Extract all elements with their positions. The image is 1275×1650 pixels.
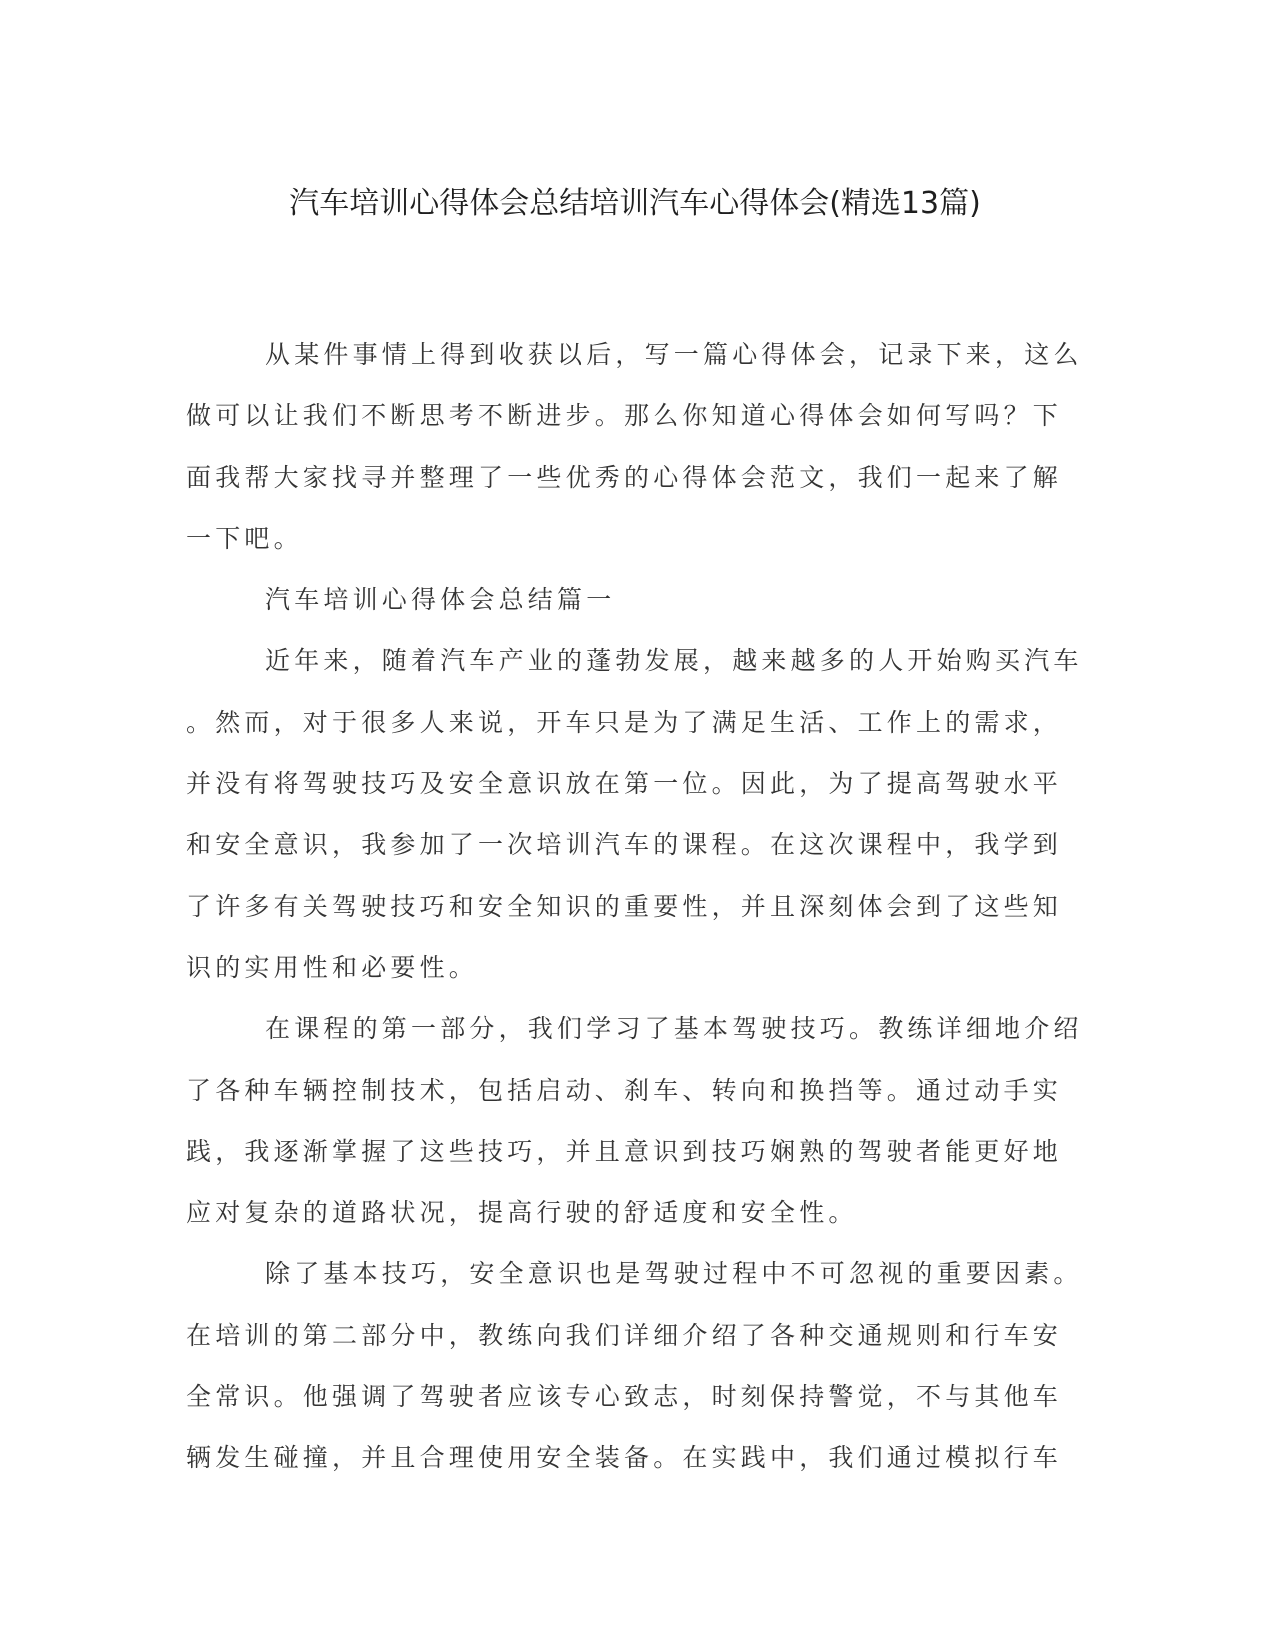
paragraph-line: 和安全意识，我参加了一次培训汽车的课程。在这次课程中，我学到: [186, 830, 1063, 860]
paragraph-line: 除了基本技巧，安全意识也是驾驶过程中不可忽视的重要因素。: [265, 1259, 1083, 1289]
paragraph-line: 了许多有关驾驶技巧和安全知识的重要性，并且深刻体会到了这些知: [186, 891, 1063, 921]
paragraph-line: 应对复杂的道路状况，提高行驶的舒适度和安全性。: [186, 1198, 858, 1228]
paragraph-line: 践，我逐渐掌握了这些技巧，并且意识到技巧娴熟的驾驶者能更好地: [186, 1136, 1063, 1166]
paragraph-line: 做可以让我们不断思考不断进步。那么你知道心得体会如何写吗？下: [186, 401, 1063, 431]
paragraph-line: 了各种车辆控制技术，包括启动、刹车、转向和换挡等。通过动手实: [186, 1075, 1063, 1105]
paragraph-line: 在课程的第一部分，我们学习了基本驾驶技巧。教练详细地介绍: [265, 1014, 1083, 1044]
paragraph-line: 识的实用性和必要性。: [186, 952, 479, 982]
document-title: 汽车培训心得体会总结培训汽车心得体会(精选13篇): [289, 186, 981, 221]
paragraph-line: 面我帮大家找寻并整理了一些优秀的心得体会范文，我们一起来了解: [186, 462, 1063, 492]
section-heading: 汽车培训心得体会总结篇一: [265, 585, 616, 615]
paragraph-line: 一下吧。: [186, 523, 303, 553]
paragraph-line: 近年来，随着汽车产业的蓬勃发展，越来越多的人开始购买汽车: [265, 646, 1083, 676]
paragraph-line: 辆发生碰撞，并且合理使用安全装备。在实践中，我们通过模拟行车: [186, 1443, 1063, 1473]
paragraph-line: 并没有将驾驶技巧及安全意识放在第一位。因此，为了提高驾驶水平: [186, 769, 1063, 799]
paragraph-line: 在培训的第二部分中，教练向我们详细介绍了各种交通规则和行车安: [186, 1320, 1063, 1350]
paragraph-line: 从某件事情上得到收获以后，写一篇心得体会，记录下来，这么: [265, 340, 1083, 369]
document-body: [186, 324, 1081, 1489]
paragraph-line: 全常识。他强调了驾驶者应该专心致志，时刻保持警觉，不与其他车: [186, 1382, 1063, 1412]
paragraph-line: 。然而，对于很多人来说，开车只是为了满足生活、工作上的需求，: [186, 707, 1063, 737]
